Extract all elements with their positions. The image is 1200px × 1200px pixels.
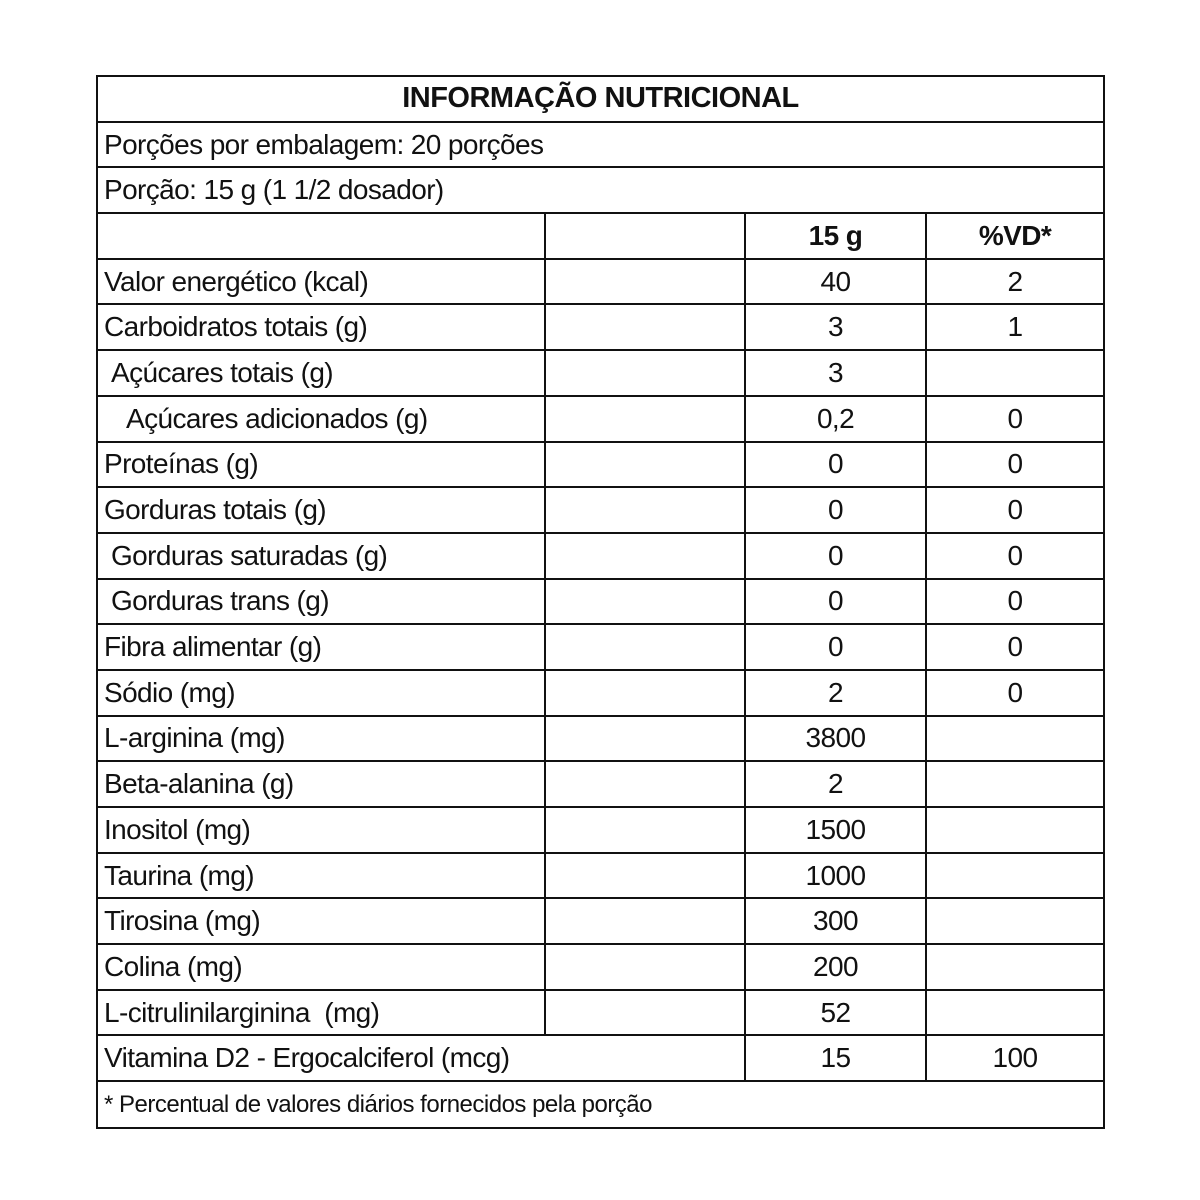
spacer-cell	[546, 534, 746, 578]
spacer-cell	[546, 671, 746, 715]
nutrient-amount: 2	[746, 762, 927, 806]
nutrient-dv: 0	[1007, 402, 1023, 434]
nutrition-facts-table	[96, 75, 1105, 1129]
spacer-cell	[546, 945, 746, 989]
nutrient-name: Sódio (mg)	[98, 671, 546, 715]
nutrient-amount: 0,2	[746, 397, 927, 441]
nutrient-name: Açúcares totais (g)	[98, 351, 546, 395]
table-title: INFORMAÇÃO NUTRICIONAL	[98, 77, 1103, 123]
nutrient-name: L-arginina (mg)	[98, 717, 546, 761]
spacer-cell	[546, 580, 746, 624]
nutrient-name: Vitamina D2 - Ergocalciferol (mcg)	[98, 1036, 746, 1080]
spacer-cell	[546, 899, 746, 943]
table-row	[98, 397, 1103, 443]
table-row	[98, 580, 1103, 626]
nutrient-dv	[927, 762, 1103, 806]
table-row	[98, 351, 1103, 397]
nutrient-name: Açúcares adicionados (g)	[98, 397, 546, 441]
nutrient-dv: 0	[1007, 448, 1023, 480]
spacer-cell	[546, 351, 746, 395]
nutrient-name: Valor energético (kcal)	[98, 260, 546, 304]
nutrient-amount: 0	[746, 625, 927, 669]
spacer-cell	[546, 854, 746, 898]
nutrient-amount: 3	[746, 351, 927, 395]
table-row	[98, 534, 1103, 580]
spacer-cell	[546, 305, 746, 349]
nutrient-amount: 1500	[746, 808, 927, 852]
nutrient-dv	[927, 991, 1103, 1035]
spacer-cell	[546, 991, 746, 1035]
nutrient-amount: 40	[746, 260, 927, 304]
header-name-cell	[98, 214, 546, 258]
spacer-cell	[546, 808, 746, 852]
serving-size: Porção: 15 g (1 1/2 dosador)	[98, 168, 1103, 214]
spacer-cell	[546, 488, 746, 532]
nutrient-amount: 52	[746, 991, 927, 1035]
nutrient-dv	[927, 717, 1103, 761]
nutrient-name: Gorduras saturadas (g)	[98, 534, 546, 578]
nutrient-name: Gorduras trans (g)	[98, 580, 546, 624]
header-dv: %VD*	[978, 219, 1052, 251]
nutrient-amount: 300	[746, 899, 927, 943]
table-row	[98, 305, 1103, 351]
nutrient-amount: 2	[746, 671, 927, 715]
nutrient-name: Proteínas (g)	[98, 443, 546, 487]
table-row	[98, 671, 1103, 717]
table-row	[98, 991, 1103, 1037]
footnote: * Percentual de valores diários fornecidos pela porção	[104, 1090, 653, 1118]
nutrient-name: Colina (mg)	[98, 945, 546, 989]
spacer-cell	[546, 397, 746, 441]
nutrient-amount: 15	[746, 1036, 927, 1080]
table-row	[98, 625, 1103, 671]
nutrient-dv	[927, 945, 1103, 989]
nutrient-amount: 1000	[746, 854, 927, 898]
nutrient-amount: 3800	[746, 717, 927, 761]
nutrient-name: Inositol (mg)	[98, 808, 546, 852]
nutrient-name: Beta-alanina (g)	[98, 762, 546, 806]
nutrient-dv: 0	[1007, 631, 1023, 663]
nutrient-amount: 0	[746, 534, 927, 578]
nutrient-dv: 0	[1007, 539, 1023, 571]
column-header-row	[98, 214, 1103, 260]
nutrient-name: Fibra alimentar (g)	[98, 625, 546, 669]
spacer-cell	[546, 762, 746, 806]
nutrient-dv: 100	[992, 1042, 1038, 1074]
nutrient-amount: 0	[746, 488, 927, 532]
nutrient-amount: 3	[746, 305, 927, 349]
nutrient-dv	[927, 899, 1103, 943]
table-row	[98, 1036, 1103, 1082]
spacer-cell	[546, 717, 746, 761]
servings-per-package: Porções por embalagem: 20 porções	[98, 123, 1103, 169]
table-row	[98, 808, 1103, 854]
nutrient-dv: 0	[1007, 676, 1023, 708]
nutrient-dv: 1	[1007, 311, 1023, 343]
nutrient-name: Taurina (mg)	[98, 854, 546, 898]
nutrient-amount: 200	[746, 945, 927, 989]
table-row	[98, 717, 1103, 763]
nutrient-dv	[927, 808, 1103, 852]
spacer-cell	[546, 625, 746, 669]
header-spacer-cell	[546, 214, 746, 258]
nutrient-amount: 0	[746, 580, 927, 624]
nutrient-name: Carboidratos totais (g)	[98, 305, 546, 349]
table-row	[98, 260, 1103, 306]
nutrient-name: L-citrulinilarginina (mg)	[98, 991, 546, 1035]
nutrient-name: Gorduras totais (g)	[98, 488, 546, 532]
nutrient-name: Tirosina (mg)	[98, 899, 546, 943]
table-row	[98, 854, 1103, 900]
spacer-cell	[546, 260, 746, 304]
nutrient-dv: 0	[1007, 585, 1023, 617]
table-row	[98, 443, 1103, 489]
nutrient-dv	[927, 854, 1103, 898]
nutrient-dv: 0	[1007, 494, 1023, 526]
table-row	[98, 488, 1103, 534]
nutrient-amount: 0	[746, 443, 927, 487]
header-amount: 15 g	[746, 214, 927, 258]
nutrient-dv: 2	[1007, 265, 1023, 297]
nutrient-dv	[927, 351, 1103, 395]
table-row	[98, 945, 1103, 991]
table-row	[98, 762, 1103, 808]
table-row	[98, 899, 1103, 945]
spacer-cell	[546, 443, 746, 487]
